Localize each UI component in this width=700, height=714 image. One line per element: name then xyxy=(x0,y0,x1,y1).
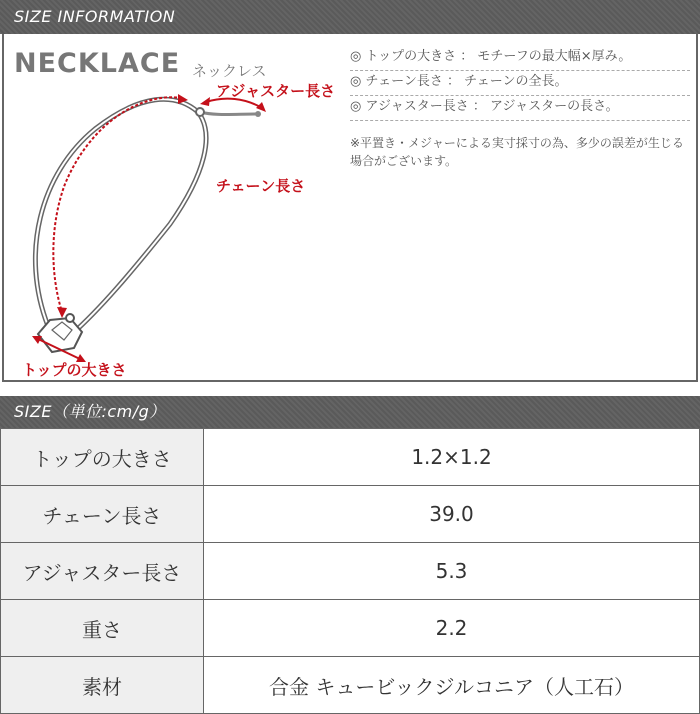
measurement-caution: ※平置き・メジャーによる実寸採寸の為、多少の誤差が生じる場合がございます。 xyxy=(350,136,684,168)
row-key: 重さ xyxy=(1,600,204,657)
row-value: 5.3 xyxy=(204,543,700,600)
table-row xyxy=(1,429,700,486)
note-adjuster-length: ◎ アジャスター長さ ： アジャスターの長さ。 xyxy=(350,96,690,121)
row-value: 合金 キュービックジルコニア（人工石） xyxy=(204,657,700,714)
notes-list xyxy=(350,46,690,121)
label-top-size: トップの大きさ xyxy=(22,361,127,379)
table-row xyxy=(1,543,700,600)
label-adjuster: アジャスター長さ xyxy=(216,82,336,100)
row-key: アジャスター長さ xyxy=(1,543,204,600)
size-table-header: SIZE（単位:cm/g） xyxy=(0,396,700,428)
row-value: 1.2×1.2 xyxy=(204,429,700,486)
note-chain-length: ◎ チェーン長さ ： チェーンの全長。 xyxy=(350,71,690,96)
row-value: 39.0 xyxy=(204,486,700,543)
size-information-header: SIZE INFORMATION xyxy=(0,0,700,34)
row-key: チェーン長さ xyxy=(1,486,204,543)
label-chain: チェーン長さ xyxy=(216,177,306,195)
note-top-size: ◎ トップの大きさ ： モチーフの最大幅×厚み。 xyxy=(350,46,690,71)
row-key: トップの大きさ xyxy=(1,429,204,486)
size-table xyxy=(0,428,700,714)
adjuster-end xyxy=(255,111,261,117)
row-value: 2.2 xyxy=(204,600,700,657)
product-title-ja: ネックレス xyxy=(192,62,267,80)
row-key: 素材 xyxy=(1,657,204,714)
table-row xyxy=(1,657,700,714)
clasp-ring xyxy=(196,108,204,116)
product-title: NECKLACE xyxy=(14,48,181,79)
table-row xyxy=(1,486,700,543)
table-row xyxy=(1,600,700,657)
